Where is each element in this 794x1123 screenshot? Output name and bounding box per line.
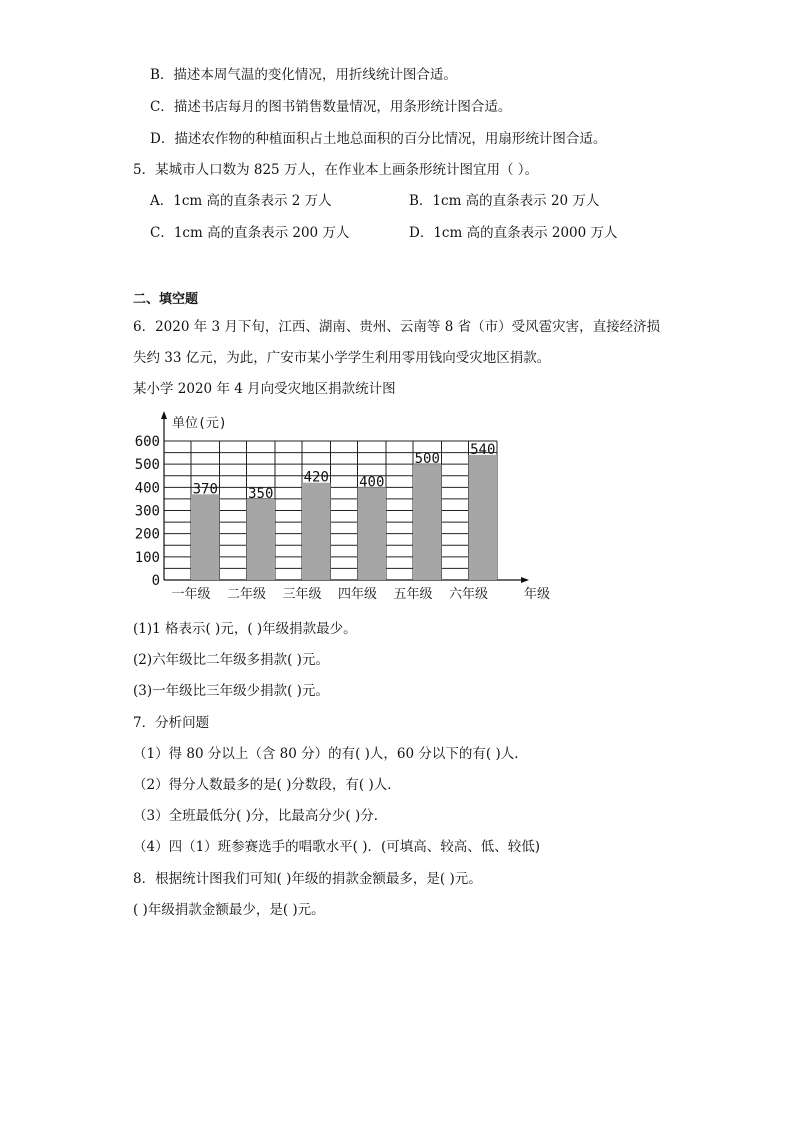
data-label-6: 540 — [470, 441, 496, 458]
x-axis-arrow — [521, 577, 529, 583]
q5-option-c: C．1cm 高的直条表示 200 万人 — [150, 225, 350, 241]
x-axis-label: 年级 — [523, 587, 551, 602]
q6-sub-1: (1)1 格表示( )元，( )年级捐款最少。 — [133, 621, 357, 637]
data-label-2: 350 — [248, 485, 274, 502]
data-label-4: 400 — [359, 474, 385, 491]
q5-option-b: B．1cm 高的直条表示 20 万人 — [409, 193, 600, 209]
bar-1 — [191, 494, 220, 580]
bar-chart — [118, 405, 578, 605]
bar-2 — [247, 499, 276, 580]
y-tick-label: 500 — [134, 457, 160, 474]
bar-5 — [413, 464, 442, 580]
x-tick-label-3: 三年级 — [282, 587, 322, 602]
q7-sub-4: （4）四（1）班参赛选手的唱歌水平( )．(可填高、较高、低、较低) — [133, 839, 541, 855]
q4-option-c: C．描述书店每月的图书销售数量情况，用条形统计图合适。 — [150, 99, 512, 115]
y-axis-arrow — [161, 411, 167, 419]
bar-4 — [358, 487, 387, 580]
y-tick-label: 0 — [151, 573, 160, 589]
q4-option-d: D．描述农作物的种植面积占土地总面积的百分比情况，用扇形统计图合适。 — [150, 131, 607, 147]
q6-sub-2: (2)六年级比二年级多捐款( )元。 — [133, 652, 329, 668]
x-tick-label-6: 六年级 — [448, 587, 489, 602]
section-heading: 二、填空题 — [133, 292, 199, 307]
q8-line-2: ( )年级捐款金额最少，是( )元。 — [133, 902, 325, 918]
q8-line-1: 8．根据统计图我们可知( )年级的捐款金额最多，是( )元。 — [133, 871, 482, 887]
q4-option-b: B．描述本周气温的变化情况，用折线统计图合适。 — [150, 67, 457, 83]
data-label-3: 420 — [303, 469, 329, 486]
bar-6 — [469, 455, 498, 580]
q5-option-a: A．1cm 高的直条表示 2 万人 — [150, 193, 332, 209]
y-tick-label: 600 — [134, 434, 160, 450]
data-label-1: 370 — [192, 481, 218, 498]
y-tick-label: 200 — [134, 526, 160, 543]
x-tick-label-4: 四年级 — [337, 587, 378, 602]
y-tick-label: 300 — [134, 503, 160, 520]
y-axis-label: 单位(元) — [172, 416, 227, 431]
bar-3 — [302, 483, 331, 580]
q6-line-1: 6．2020 年 3 月下旬，江西、湖南、贵州、云南等 8 省（市）受风雹灾害，直接经济损 — [133, 319, 661, 335]
q6-line-2: 失约 33 亿元，为此，广安市某小学学生利用零用钱向受灾地区捐款。 — [133, 350, 551, 366]
q7-sub-1: （1）得 80 分以上（含 80 分）的有( )人，60 分以下的有( )人． — [133, 746, 528, 762]
x-tick-label-1: 一年级 — [171, 587, 211, 602]
x-tick-label-5: 五年级 — [393, 587, 433, 602]
y-tick-label: 100 — [134, 549, 160, 566]
q7-sub-3: （3）全班最低分( )分，比最高分少( )分． — [133, 808, 388, 824]
y-tick-label: 400 — [134, 480, 160, 497]
q5-stem: 5．某城市人口数为 825 万人，在作业本上画条形统计图宜用（ ）。 — [133, 162, 538, 178]
x-tick-label-2: 二年级 — [226, 587, 267, 602]
q6-sub-3: (3)一年级比三年级少捐款( )元。 — [133, 683, 329, 699]
data-label-5: 500 — [414, 451, 440, 468]
chart-title: 某小学 2020 年 4 月向受灾地区捐款统计图 — [133, 381, 396, 397]
q7-sub-2: （2）得分人数最多的是( )分数段，有( )人． — [133, 777, 401, 793]
q7-stem: 7．分析问题 — [133, 715, 210, 731]
q5-option-d: D．1cm 高的直条表示 2000 万人 — [409, 225, 618, 241]
